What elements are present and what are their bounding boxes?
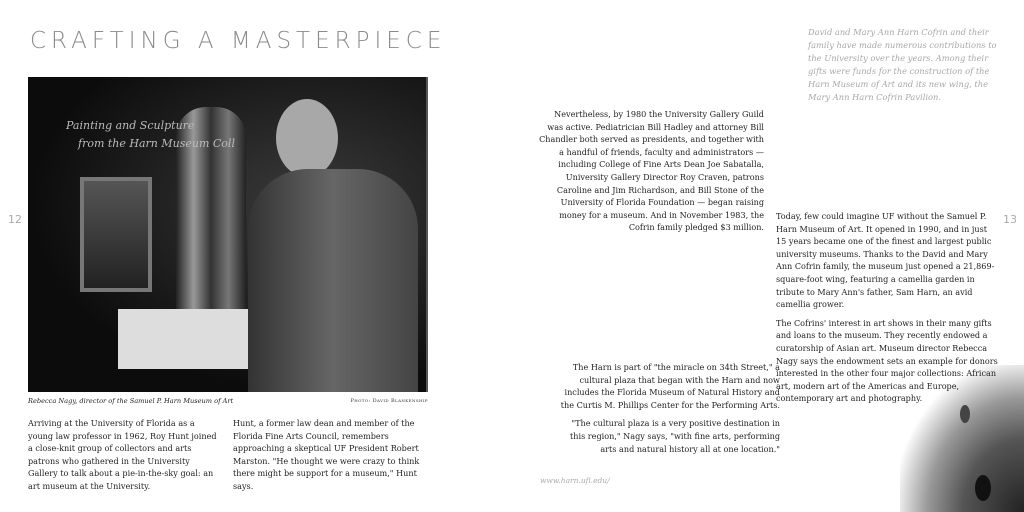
article-column-4	[776, 210, 998, 405]
photo-caption: Rebecca Nagy, director of the Samuel P. Harn Museum of Art	[28, 397, 234, 405]
website-url: www.harn.ufl.edu/	[540, 476, 610, 485]
page-number-right: 13	[1003, 213, 1017, 226]
paragraph: "The cultural plaza is a very positive destination in this region," Nagy says, "with fine arts, performing arts and natural history all at one location."	[570, 418, 780, 454]
footprint	[975, 475, 991, 501]
wall-text: Painting and Sculpture	[66, 119, 195, 132]
article-column-1: Arriving at the University of Florida as a young law professor in 1962, Roy Hunt joined a close-knit group of collectors and arts patrons who gathered in the University Gallery to talk about a pie-in-the-sky goal: an art museum at the University.	[28, 418, 217, 491]
page-title: CRAFTING A MASTERPIECE	[30, 28, 447, 54]
article-column-5	[560, 361, 780, 455]
page-number-left: 12	[8, 213, 22, 226]
person-head	[276, 99, 338, 177]
paragraph: The Cofrins' interest in art shows in their many gifts and loans to the museum. They recently endowed a curatorship of Asian art. Museum director Rebecca Nagy says the endowment sets an example for donors interested in the other four major collections: African art, modern art of the Americas and Europe, contemporary art and photography.	[776, 317, 998, 404]
person-body	[248, 169, 418, 392]
article-column-2: Hunt, a former law dean and member of the Florida Fine Arts Council, remembers approaching a skeptical UF President Robert Marston. "He thought we were crazy to think there might be support for a museum," Hunt says.	[233, 418, 420, 491]
wall-text: from the Harn Museum Coll	[78, 137, 235, 150]
sidebar-note: David and Mary Ann Harn Cofrin and their family have made numerous contributions to the University over the years. Among their gifts were funds for the construction of the Harn Museum of Art and its new wing, the Mary Ann Harn Cofrin Pavilion.	[808, 27, 997, 102]
photo-edge	[426, 77, 428, 392]
portrait-photo	[28, 77, 428, 392]
framed-painting	[80, 177, 152, 292]
photo-credit: Photo: David Blankenship	[350, 398, 428, 404]
paragraph: The Harn is part of "the miracle on 34th Street," a cultural plaza that began with the Harn and now includes the Florida Museum of Natural History and the Curtis M. Phillips Center for the Performing Arts.	[560, 362, 780, 410]
paragraph: Today, few could imagine UF without the Samuel P. Harn Museum of Art. It opened in 1990, and in just 15 years became one of the finest and largest public university museums. Thanks to the David and Mary Ann Cofrin family, the museum just opened a 21,869-square-foot wing, featuring a camellia garden in tribute to Mary Ann's father, Sam Harn, an avid camellia grower.	[776, 211, 995, 310]
article-column-3: Nevertheless, by 1980 the University Gallery Guild was active. Pediatrician Bill Hadley and attorney Bill Chandler both served as presidents, and together with a handful of friends, faculty and administrators — including College of Fine Arts Dean Joe Sabatalla, University Gallery Director Roy Craven, patrons Caroline and Jim Richardson, and Bill Stone of the University of Florida Foundation — began raising money for a museum. And in November 1983, the Cofrin family pledged $3 million.	[539, 109, 764, 233]
footprint	[960, 405, 970, 423]
